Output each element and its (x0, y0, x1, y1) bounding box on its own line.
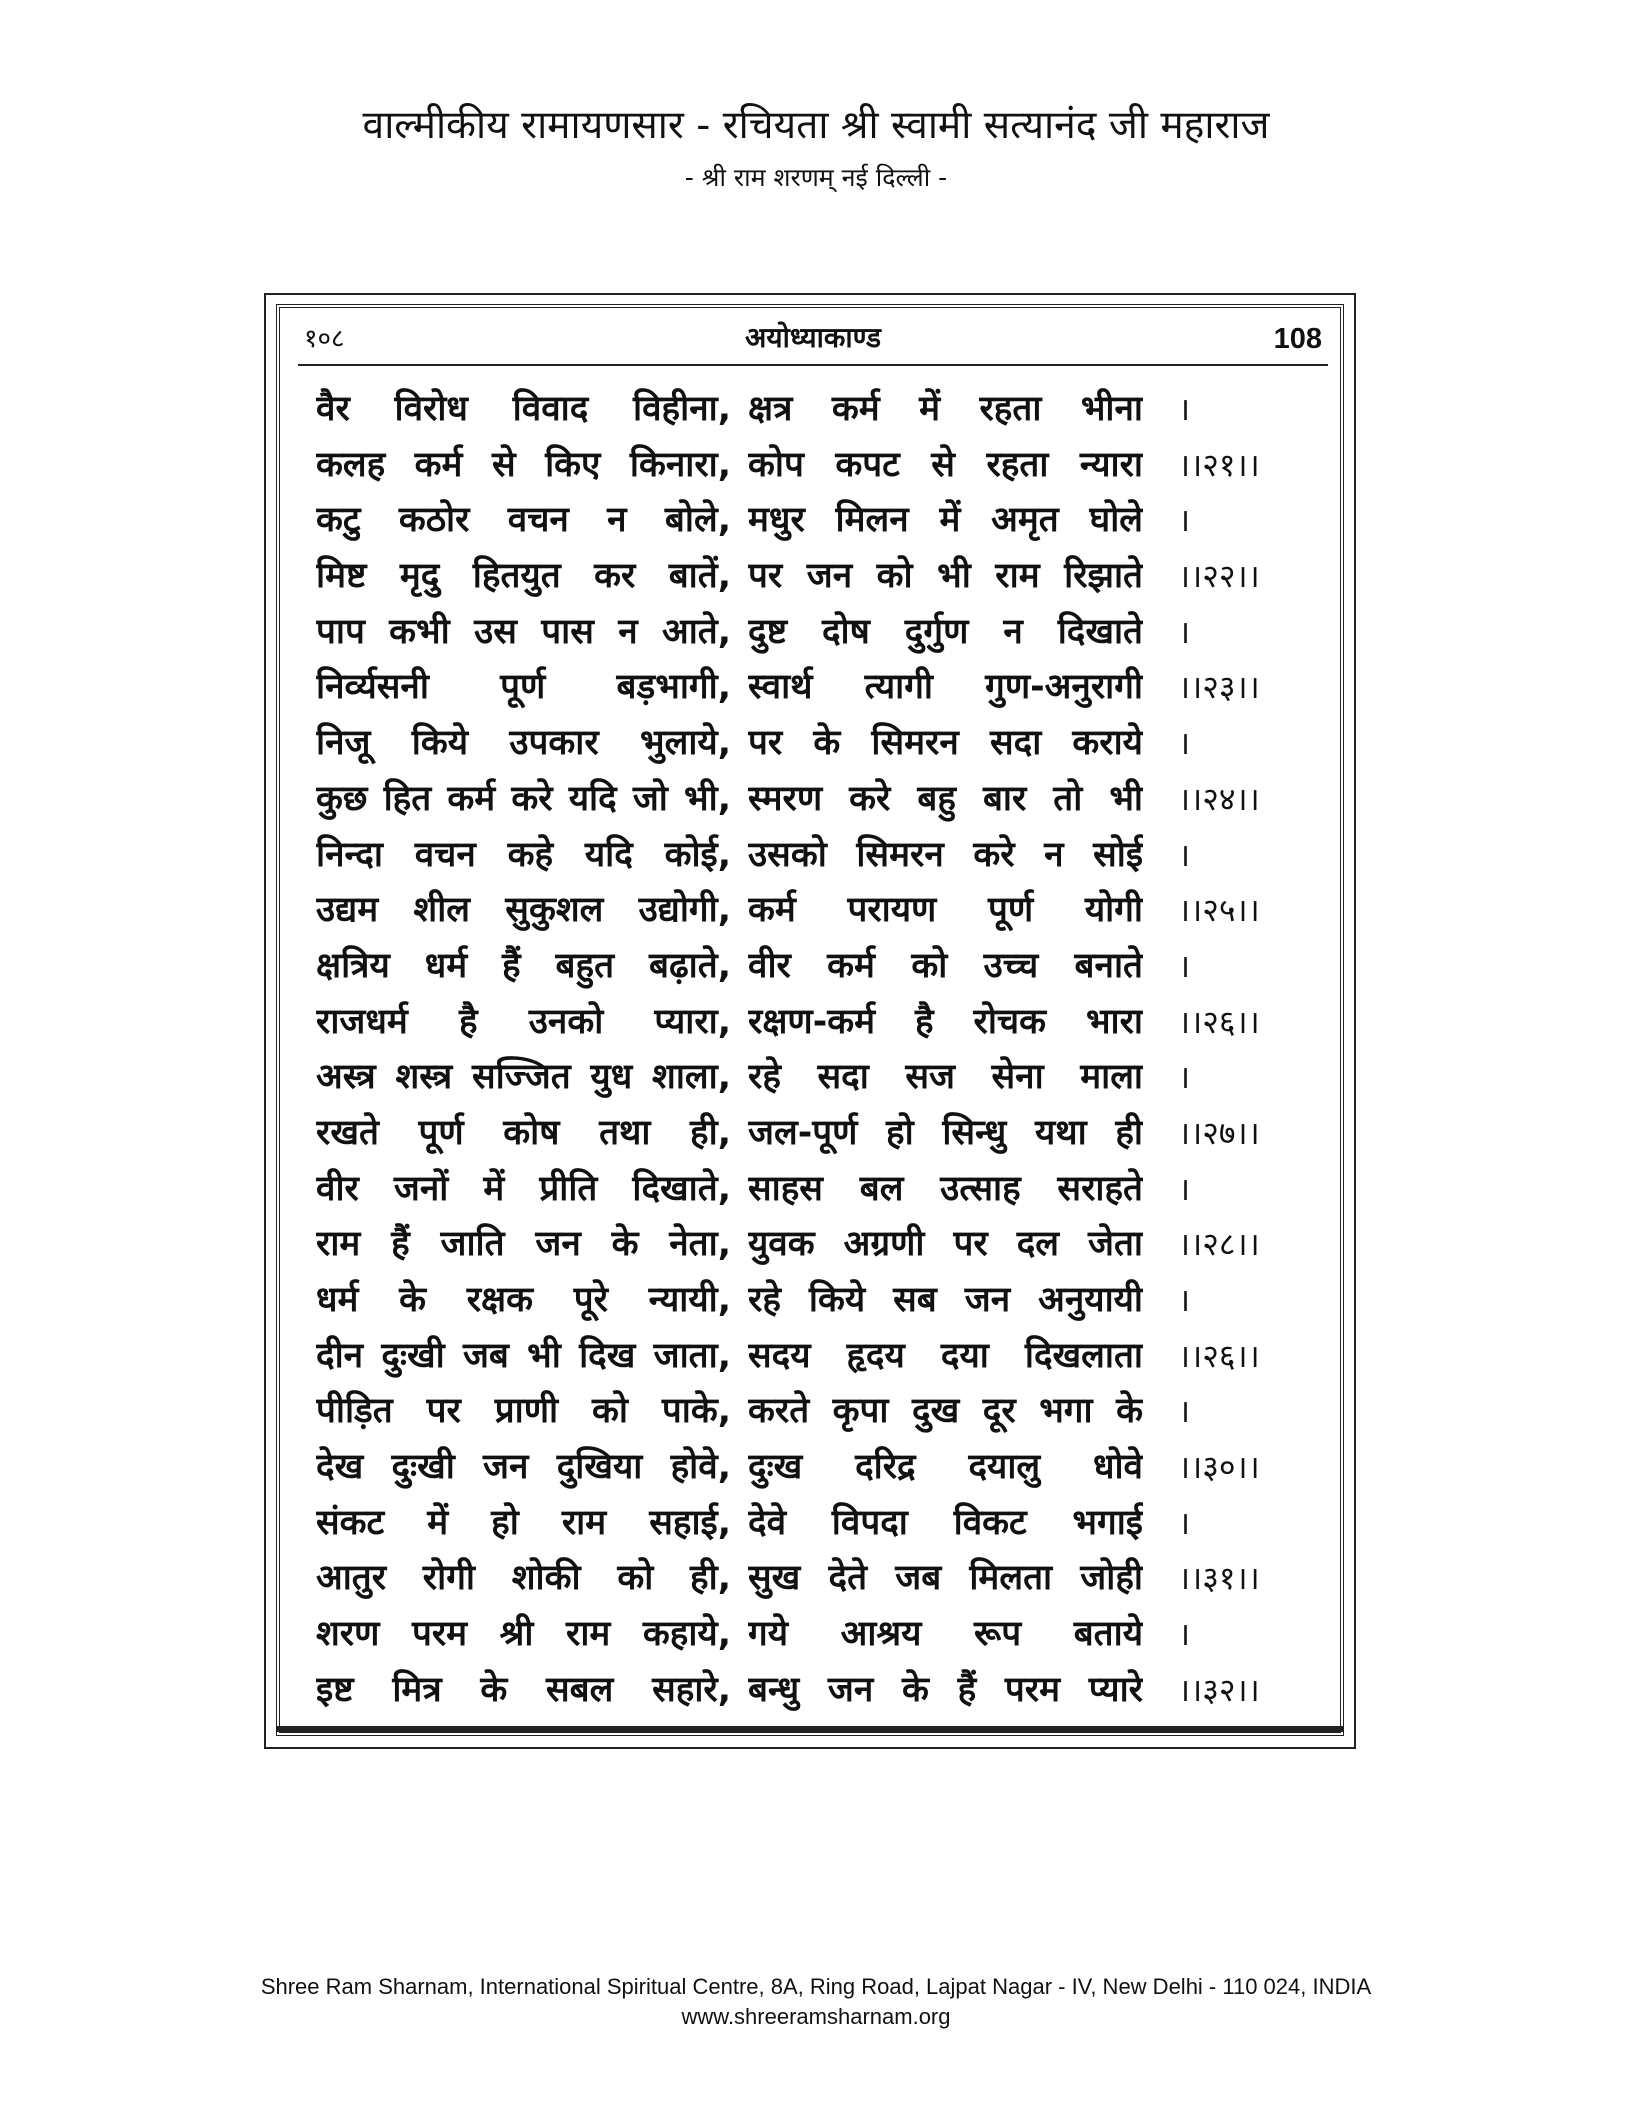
verse-left-half: मिष्ट मृदु हितयुत कर बातें, (316, 556, 731, 597)
verse-mark: ।।२५।। (1178, 891, 1260, 930)
verse-line (316, 1329, 1328, 1385)
verse-line (316, 438, 1328, 494)
verse-left-half: कलह कर्म से किए किनारा, (316, 444, 731, 485)
verse-right-half: करते कृपा दुख दूर भगा के (748, 1391, 1143, 1432)
verse-line (316, 1551, 1328, 1607)
verse-right-half: कोप कपट से रहता न्यारा (748, 444, 1143, 485)
verse-line (316, 1162, 1328, 1218)
verse-line (316, 1217, 1328, 1273)
verse-line (316, 1106, 1328, 1162)
verse-mark: । (1178, 1169, 1191, 1208)
verse-line (316, 828, 1328, 884)
verse-right-half: बन्धु जन के हैं परम प्यारे (748, 1669, 1143, 1710)
verse-right-half: देवे विपदा विकट भगाई (748, 1502, 1143, 1543)
page-number: 108 (1273, 323, 1322, 355)
verse-mark: । (1178, 1392, 1191, 1431)
verse-mark: । (1178, 390, 1191, 428)
verse-mark: । (1178, 1281, 1191, 1319)
page-header (298, 316, 1328, 366)
verse-line (316, 1273, 1328, 1329)
verse-left-half: आतुर रोगी शोकी को ही, (316, 1558, 731, 1599)
verse-mark: ।।२३।। (1178, 668, 1260, 707)
verse-mark: ।।२६।। (1178, 1002, 1260, 1041)
verse-right-half: स्वार्थ त्यागी गुण-अनुरागी (748, 667, 1143, 708)
verse-line (316, 939, 1328, 995)
verse-left-half: राम हैं जाति जन के नेता, (316, 1224, 731, 1265)
verse-line (316, 772, 1328, 828)
verse-right-half: युवक अग्रणी पर दल जेता (748, 1224, 1143, 1265)
verse-right-half: पर जन को भी राम रिझाते (748, 556, 1143, 597)
verse-mark: ।।३१।। (1178, 1559, 1260, 1598)
verse-right-half: मधुर मिलन में अमृत घोले (748, 500, 1143, 541)
verse-line (316, 1384, 1328, 1440)
verse-mark: । (1178, 1503, 1191, 1542)
verse-line (316, 883, 1328, 939)
footer-url[interactable]: www.shreeramsharnam.org (681, 2004, 951, 2029)
verse-line (316, 549, 1328, 605)
verse-left-half: पीड़ित पर प्राणी को पाके, (316, 1391, 731, 1432)
page-number-hindi: १०८ (304, 324, 345, 354)
verse-right-half: रहे किये सब जन अनुयायी (748, 1280, 1143, 1320)
chapter-title: अयोध्याकाण्ड (745, 321, 881, 354)
verse-mark: ।।३०।। (1178, 1448, 1260, 1487)
verse-mark: ।।२२।। (1178, 557, 1260, 596)
verse-line (316, 1607, 1328, 1663)
verse-left-half: रखते पूर्ण कोष तथा ही, (316, 1112, 731, 1153)
verse-mark: । (1178, 1615, 1191, 1654)
verse-right-half: गये आश्रय रूप बताये (748, 1614, 1143, 1655)
verse-mark: । (1178, 612, 1191, 651)
verse-right-half: साहस बल उत्साह सराहते (748, 1168, 1143, 1209)
verse-left-half: इष्ट मित्र के सबल सहारे, (316, 1669, 731, 1710)
verse-line (316, 716, 1328, 772)
verse-mark: ।।३२।। (1178, 1670, 1260, 1709)
verse-left-half: निजू किये उपकार भुलाये, (316, 723, 731, 764)
verse-mark: ।।२१।। (1178, 445, 1260, 484)
verse-mark: । (1178, 835, 1191, 874)
verse-mark: । (1178, 724, 1191, 763)
verse-right-half: दुःख दरिद्र दयालु धोवे (748, 1447, 1143, 1488)
verse-right-half: जल-पूर्ण हो सिन्धु यथा ही (748, 1112, 1143, 1153)
verse-left-half: दीन दुःखी जब भी दिख जाता, (316, 1335, 731, 1376)
verse-left-half: उद्यम शील सुकुशल उद्योगी, (316, 890, 731, 931)
verse-right-half: उसको सिमरन करे न सोई (748, 834, 1143, 875)
verse-right-half: कर्म परायण पूर्ण योगी (748, 890, 1143, 931)
verse-left-half: धर्म के रक्षक पूरे न्यायी, (316, 1280, 731, 1320)
verse-left-half: अस्त्र शस्त्र सज्जित युध शाला, (316, 1057, 731, 1098)
verse-mark: । (1178, 1058, 1191, 1097)
verse-right-half: दुष्ट दोष दुर्गुण न दिखाते (748, 611, 1143, 652)
verse-left-half: संकट में हो राम सहाई, (316, 1502, 731, 1543)
verse-mark: । (1178, 946, 1191, 985)
verse-mark: ।।२६।। (1178, 1336, 1260, 1375)
verse-right-half: स्मरण करे बहु बार तो भी (748, 778, 1143, 819)
verse-left-half: क्षत्रिय धर्म हैं बहुत बढ़ाते, (316, 945, 731, 986)
verse-mark: ।।२८।। (1178, 1225, 1260, 1264)
verse-right-half: रक्षण-कर्म है रोचक भारा (748, 1001, 1143, 1042)
verse-left-half: देख दुःखी जन दुखिया होवे, (316, 1447, 731, 1488)
verse-line (316, 1440, 1328, 1496)
verse-right-half: पर के सिमरन सदा कराये (748, 723, 1143, 764)
verse-right-half: रहे सदा सज सेना माला (748, 1057, 1143, 1098)
verse-right-half: क्षत्र कर्म में रहता भीना (748, 389, 1143, 429)
verse-line (316, 382, 1328, 438)
verse-right-half: सुख देते जब मिलता जोही (748, 1558, 1143, 1599)
verse-line (316, 1050, 1328, 1106)
verse-right-half: सदय हृदय दया दिखलाता (748, 1335, 1143, 1376)
verse-left-half: शरण परम श्री राम कहाये, (316, 1614, 731, 1655)
verse-left-half: निन्दा वचन कहे यदि कोई, (316, 834, 731, 875)
verse-left-half: वीर जनों में प्रीति दिखाते, (316, 1168, 731, 1209)
verse-line (316, 1663, 1328, 1719)
verse-mark: ।।२४।। (1178, 779, 1260, 818)
footer-address: Shree Ram Sharnam, International Spiritual Centre, 8A, Ring Road, Lajpat Nagar - IV, New Delhi - 110 024, INDIA (260, 1974, 1372, 1999)
verse-left-half: वैर विरोध विवाद विहीना, (316, 389, 731, 429)
verse-line (316, 1496, 1328, 1552)
verse-line (316, 493, 1328, 549)
verse-line (316, 605, 1328, 661)
verse-left-half: राजधर्म है उनको प्यारा, (316, 1001, 731, 1042)
verse-line (316, 660, 1328, 716)
verse-line (316, 995, 1328, 1051)
page-frame-bottom-rule (276, 1726, 1344, 1732)
verse-right-half: वीर कर्म को उच्च बनाते (748, 945, 1143, 986)
verse-left-half: निर्व्यसनी पूर्ण बड़भागी, (316, 667, 731, 708)
verse-left-half: कुछ हित कर्म करे यदि जो भी, (316, 778, 731, 819)
document-subtitle: - श्री राम शरणम् नई दिल्ली - (684, 163, 948, 192)
verse-mark: ।।२७।। (1178, 1113, 1260, 1152)
verse-left-half: पाप कभी उस पास न आते, (316, 611, 731, 652)
verse-left-half: कटु कठोर वचन न बोले, (316, 500, 731, 541)
document-title: वाल्मीकीय रामायणसार - रचियता श्री स्वामी सत्यानंद जी महाराज (362, 103, 1270, 148)
verse-mark: । (1178, 501, 1191, 540)
verse-list (316, 382, 1328, 1719)
